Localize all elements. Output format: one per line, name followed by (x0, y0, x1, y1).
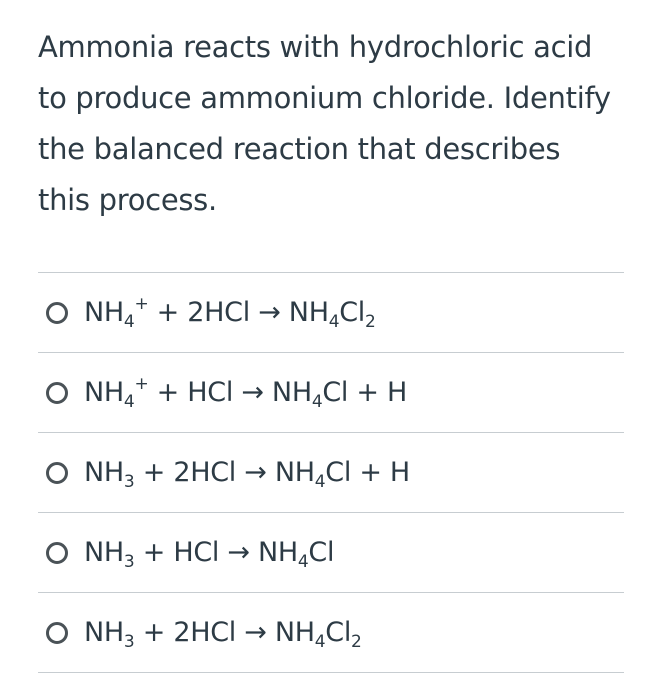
formula-text: + 2HCl → NH (134, 617, 315, 648)
radio-button[interactable] (46, 382, 68, 404)
formula-text: Cl + H (322, 377, 408, 408)
formula-text: Cl (308, 537, 335, 568)
answer-label (84, 374, 408, 412)
formula-text: NH (84, 537, 124, 568)
radio-button[interactable] (46, 462, 68, 484)
formula-text: Cl (325, 617, 352, 648)
subscript: 4 (123, 312, 135, 332)
subscript: 3 (123, 552, 135, 572)
subscript: 4 (328, 312, 340, 332)
subscript: 4 (297, 552, 309, 572)
question-line: Ammonia reacts with hydrochloric acid (38, 30, 593, 64)
formula-text: + HCl → NH (134, 537, 298, 568)
question-text (38, 22, 638, 226)
answer-label (84, 617, 362, 652)
formula-text: NH (84, 297, 124, 328)
question-line: this process. (38, 183, 217, 217)
question-line: to produce ammonium chloride. Identify (38, 81, 611, 115)
formula-text: + 2HCl → NH (148, 297, 329, 328)
answer-label (84, 294, 376, 332)
radio-button[interactable] (46, 622, 68, 644)
subscript: 4 (123, 392, 135, 412)
formula-text: Cl (339, 297, 365, 328)
formula-text: + HCl → NH (148, 377, 312, 408)
formula-text: NH (84, 457, 124, 488)
answer-option-2[interactable] (38, 353, 624, 433)
answer-option-1[interactable] (38, 273, 624, 353)
subscript: 4 (314, 632, 326, 652)
answer-list (38, 272, 624, 673)
radio-button[interactable] (46, 302, 68, 324)
radio-button[interactable] (46, 542, 68, 564)
superscript: + (134, 294, 149, 314)
formula-text: + 2HCl → NH (134, 457, 315, 488)
answer-option-5[interactable] (38, 593, 624, 673)
answer-option-4[interactable] (38, 513, 624, 593)
answer-label (84, 457, 410, 492)
formula-text: NH (84, 377, 124, 408)
formula-text: Cl + H (325, 457, 410, 488)
answer-label (84, 537, 335, 572)
subscript: 3 (123, 632, 135, 652)
subscript: 4 (311, 392, 323, 412)
subscript: 3 (123, 472, 135, 492)
formula-text: NH (84, 617, 124, 648)
question-line: the balanced reaction that describes (38, 132, 561, 166)
subscript: 4 (314, 472, 326, 492)
subscript: 2 (351, 632, 362, 652)
answer-option-3[interactable] (38, 433, 624, 513)
superscript: + (134, 374, 149, 394)
subscript: 2 (365, 312, 376, 332)
